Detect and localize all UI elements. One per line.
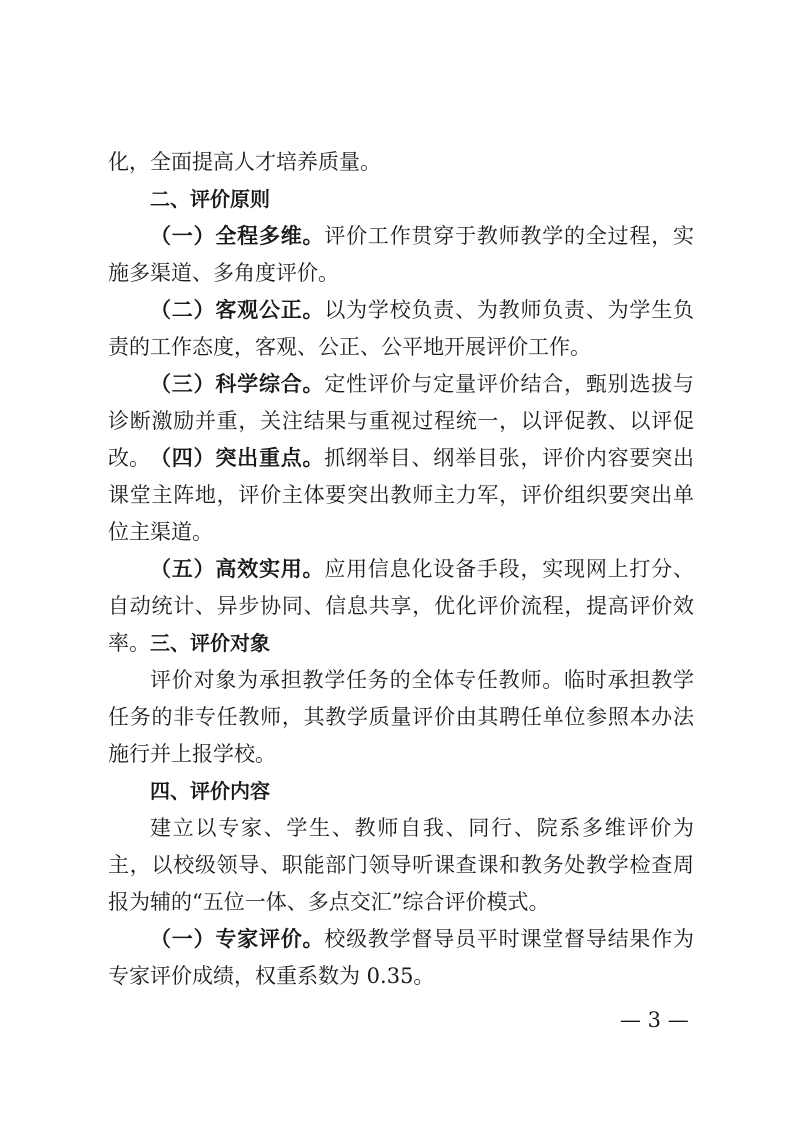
paragraph-text: 化，全面提高人才培养质量。 (108, 150, 381, 174)
content-lead: （一）专家评价。 (150, 927, 325, 951)
principle-text: 抓纲举目、纲举目张，评价内容要突出课堂主阵地，评价主体要突出教师主力军，评价组织要突出单位主渠道。 (108, 446, 695, 544)
principle-item-1 (108, 218, 694, 292)
content-item-1 (108, 921, 694, 995)
principle-text: 定性评价与定量评价结合，甄别选拔与诊断激励并重，关注结果与重视过程统一，以评促教、以评促改。 (108, 372, 695, 470)
principle-lead: （二）客观公正。 (150, 298, 325, 322)
principle-item-4 (108, 440, 694, 551)
principle-lead: （一）全程多维。 (150, 224, 325, 248)
page-number: — 3 — (620, 1008, 689, 1032)
principle-text: 应用信息化设备手段，实现网上打分、自动统计、异步协同、信息共享，优化评价流程，提高评价效率。 (108, 557, 695, 655)
paragraph-objects (108, 662, 694, 773)
section-heading-content: 四、评价内容 (150, 779, 270, 803)
principle-text: 以为学校负责、为教师负责、为学生负责的工作态度，客观、公正、公平地开展评价工作。 (108, 298, 695, 359)
paragraph-content (108, 810, 694, 921)
paragraph-text: 评价对象为承担教学任务的全体专任教师。临时承担教学任务的非专任教师，其教学质量评价由其聘任单位参照本办法施行并上报学校。 (108, 668, 694, 766)
paragraph-text: 建立以专家、学生、教师自我、同行、院系多维评价为主，以校级领导、职能部门领导听课查课和教务处教学检查周报为辅的“五位一体、多点交汇”综合评价模式。 (108, 816, 694, 914)
principle-text: 评价工作贯穿于教师教学的全过程，实施多渠道、多角度评价。 (108, 224, 695, 285)
paragraph-continuation (108, 144, 694, 181)
principle-lead: （五）高效实用。 (150, 557, 325, 581)
principle-lead: （四）突出重点。 (150, 446, 325, 470)
section-heading-principles: 二、评价原则 (150, 187, 270, 211)
section-heading-objects: 三、评价对象 (150, 631, 270, 655)
content-text: 校级教学督导员平时课堂督导结果作为专家评价成绩，权重系数为 0.35。 (108, 927, 695, 988)
principle-item-2 (108, 292, 694, 366)
principle-lead: （三）科学综合。 (150, 372, 325, 396)
